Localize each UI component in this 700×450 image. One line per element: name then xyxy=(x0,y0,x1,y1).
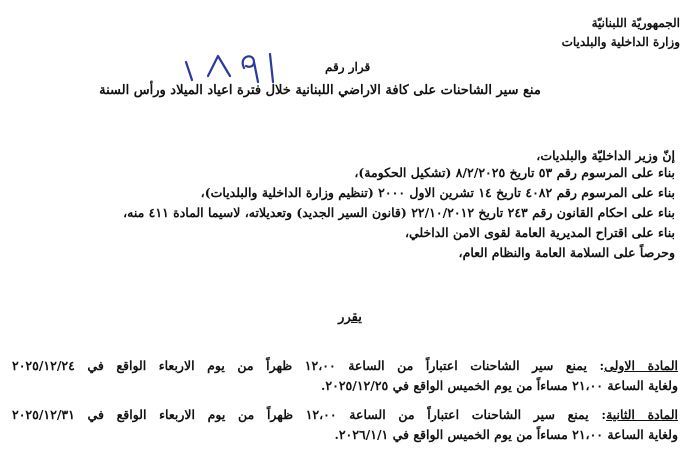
article-second-label: المادة الثانية xyxy=(606,407,678,422)
preamble-item: بناء على المرسوم رقم ٥٣ تاريخ ٨/٢/٢٠٢٥ (تشكيل الحكومة)، xyxy=(354,165,675,180)
article-first-text: : يمنع سير الشاحنات اعتباراً من الساعة ١٢،٠٠ ظهراً من يوم الاربعاء الواقع في ٢٠٢٥/١٢/٢٤ xyxy=(12,358,605,373)
preamble-intro: إنّ وزير الداخليّة والبلديات، xyxy=(536,148,675,163)
article-first-line1 xyxy=(12,356,678,376)
ministry-heading: وزارة الداخلية والبلديات xyxy=(561,35,680,49)
republic-heading: الجمهوريّة اللبنانيّة xyxy=(591,16,680,30)
preamble-item: بناء على احكام القانون رقم ٢٤٣ تاريخ ٢٢/١٠/٢٠١٢ (قانون السير الجديد) وتعديلاته، لاسيما المادة ٤١١ منه، xyxy=(123,205,675,220)
article-first-label: المادة الاولى xyxy=(604,358,679,373)
article-second xyxy=(12,405,678,445)
decision-title: منع سير الشاحنات على كافة الاراضي اللبنانية خلال فترة اعياد الميلاد ورأس السنة xyxy=(99,83,541,98)
decision-number-label: قرار رقم xyxy=(325,60,371,74)
preamble-item: بناء على المرسوم رقم ٤٠٨٢ تاريخ ١٤ تشرين الاول ٢٠٠٠ (تنظيم وزارة الداخلية والبلديات)، xyxy=(200,185,675,200)
decides-heading: يقرر xyxy=(338,310,362,325)
preamble-item: وحرصاً على السلامة العامة والنظام العام، xyxy=(458,245,675,260)
preamble-list xyxy=(15,163,675,263)
article-first-line2: ولغاية الساعة ٢١،٠٠ مساءاً من يوم الخميس الواقع في ٢٠٢٥/١٢/٢٥. xyxy=(321,378,678,393)
article-second-line2: ولغاية الساعة ٢١،٠٠ مساءاً من يوم الخميس الواقع في ٢٠٢٦/١/١. xyxy=(334,427,678,442)
article-second-text: : يمنع سير الشاحنات اعتباراً من الساعة ١٢،٠٠ ظهراً من يوم الاربعاء الواقع في ٢٠٢٥/١٢/٣١ xyxy=(12,407,607,422)
preamble-item: بناء على اقتراح المديرية العامة لقوى الامن الداخلي، xyxy=(404,225,675,240)
handwritten-number-icon xyxy=(172,44,282,86)
article-first xyxy=(12,356,678,396)
article-second-line1 xyxy=(12,405,678,425)
